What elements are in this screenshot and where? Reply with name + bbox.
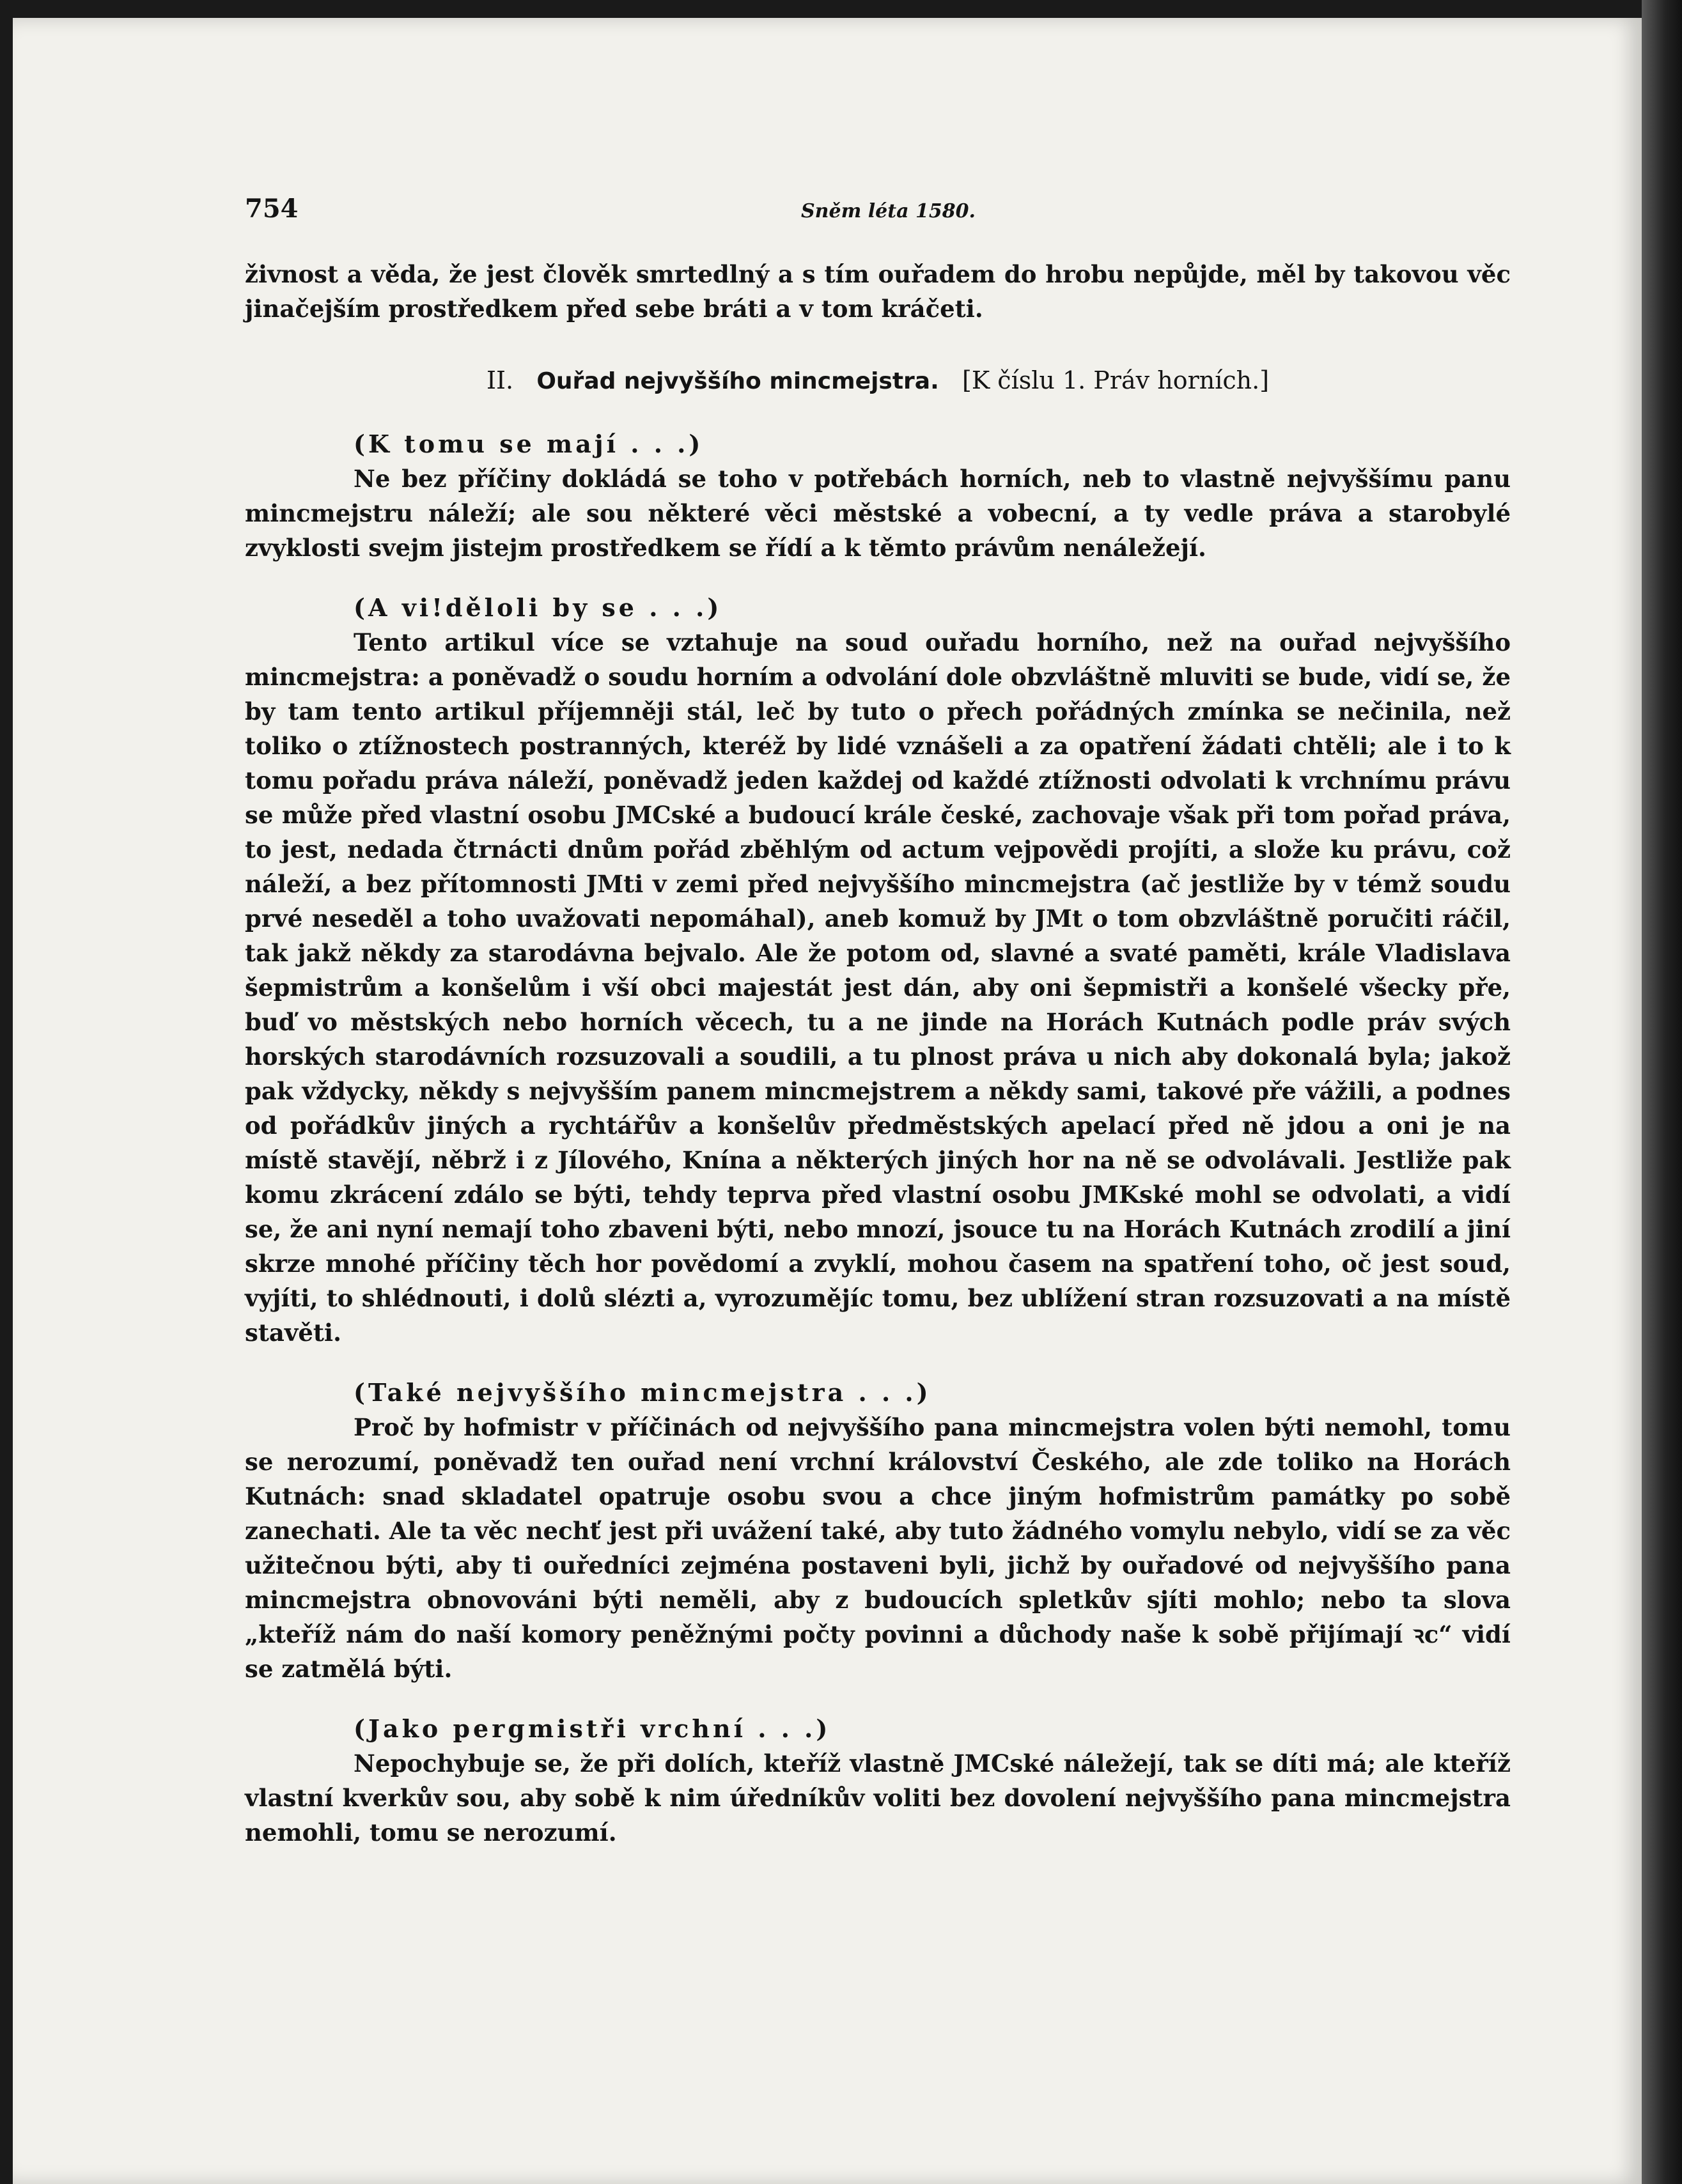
- section-reference: [K číslu 1. Práv horních.]: [962, 366, 1270, 394]
- section-number: II.: [486, 366, 514, 394]
- intro-paragraph: živnost a věda, že jest člověk smrtedlný a s tím ouřadem do hrobu nepůjde, měl by takovou věc jinačejším prostředkem před sebe bráti a v tom kráčeti.: [245, 260, 1511, 323]
- entry-paragraph: Proč by hofmistr v příčinách od nejvyššího pana mincmejstra volen býti nemohl, tomu se nerozumí, poněvadž ten ouřad není vrchní království Českého, ale zde toliko na Horách Kutnách: snad skladatel opatruje osobu svou a chce jiným hofmistrům památky po sobě zanechati. Ale ta věc nechť jest při uvážení také, aby tuto žádného vomylu nebylo, vidí se za věc užitečnou býti, aby ti ouředníci zejména postaveni byli, jichž by ouřadové od nejvyššího pana mincmejstra obnovováni býti neměli, aby z budoucích spletkův sjíti mohlo; nebo ta slova „kteříž nám do naší komory peněžnými počty povinni a důchody naše k sobě přijímají ꝛc“ vidí se zatmělá býti.: [245, 1413, 1511, 1683]
- page-header: [245, 192, 1511, 230]
- document-body: [245, 192, 1511, 1850]
- section-heading: [245, 363, 1511, 399]
- entry-lemma: (A vi!děloli by se . . .): [354, 593, 722, 622]
- running-head: Sněm léta 1580.: [801, 200, 976, 222]
- entry-lemma: (Také nejvyššího mincmejstra . . .): [354, 1378, 931, 1407]
- entry-lemma: (Jako pergmistři vrchní . . .): [354, 1714, 831, 1743]
- entry-paragraph: Tento artikul více se vztahuje na soud ouřadu horního, než na ouřad nejvyššího mincmejstra: a poněvadž o soudu horním a odvolání dole obzvláštně mluviti se bude, vidí se, že by tam tento artikul příjemněji stál, leč by tuto o přech pořádných zmínka se nečinila, než toliko o ztížnostech postranných, kteréž by lidé vznášeli a za opatření žádati chtěli; ale i to k tomu pořadu práva náleží, poněvadž jeden každej od každé ztížnosti odvolati k vrchnímu právu se může před vlastní osobu JMCské a budoucí krále české, zachovaje však při tom pořad práva, to jest, nedada čtrnácti dnům pořád zběhlým od actum vejpovědi projíti, a slože ku právu, což náleží, a bez přítomnosti JMti v zemi před nejvyššího mincmejstra (ač jestliže by v témž soudu prvé neseděl a toho uvažovati nepomáhal), aneb komuž by JMt o tom obzvláštně poručiti ráčil, tak jakž někdy za starodávna bejvalo. Ale že potom od, slavné a svaté paměti, krále Vladislava šepmistrům a konšelům i vší obci majestát jest dán, aby oni šepmistři a konšelé všecky pře, buď vo městských nebo horních věcech, tu a ne jinde na Horách Kutnách podle práv svých horských starodávních rozsuzovali a soudili, a tu plnost práva u nich aby dokonalá byla; jakož pak vždycky, někdy s nejvyšším panem mincmejstrem a někdy sami, takové pře vážili, a podnes od pořádkův jiných a rychtářův a konšelův předměstských apelací před ně jdou a oni je na místě stavějí, něbrž i z Jílového, Knína a některých jiných hor na ně se odvolávali. Jestliže pak komu zkrácení zdálo se býti, tehdy teprva před vlastní osobu JMKské mohl se odvolati, a vidí se, že ani nyní nemají toho zbaveni býti, nebo mnozí, jsouce tu na Horách Kutnách zrodilí a jiní skrze mnohé příčiny těch hor povědomí a zvyklí, mohou časem na spatření toho, oč jest soud, vyjíti, to shlédnouti, i dolů slézti a, vyrozumějíc tomu, bez ublížení stran rozsuzovati a na místě stavěti.: [245, 628, 1511, 1347]
- entry-paragraph: Ne bez příčiny dokládá se toho v potřebách horních, neb to vlastně nejvyššímu panu mincmejstru náleží; ale sou některé věci městské a vobecní, a ty vedle práva a starobylé zvyklosti svejm jistejm prostředkem se řídí a k těmto právům nenáležejí.: [245, 465, 1511, 562]
- page-number: 754: [245, 194, 299, 224]
- page-edge-shadow: [1642, 0, 1682, 2184]
- section-title: Ouřad nejvyššího mincmejstra.: [536, 368, 939, 394]
- entry-lemma: (K tomu se mají . . .): [354, 430, 704, 458]
- entry-paragraph: Nepochybuje se, že při dolích, kteříž vlastně JMCské náležejí, tak se díti má; ale kteříž vlastní kverkův sou, aby sobě k nim úředníkův voliti bez dovolení nejvyššího pana mincmejstra nemohli, tomu se nerozumí.: [245, 1749, 1511, 1847]
